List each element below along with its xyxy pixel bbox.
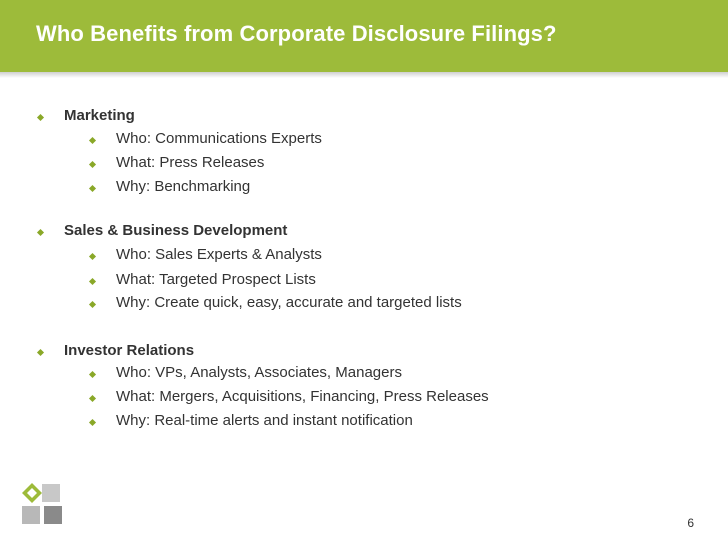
item-bullet-icon: [89, 419, 96, 426]
item-bullet-icon: [89, 301, 96, 308]
section-bullet-icon: [37, 349, 44, 356]
section-heading: Investor Relations: [64, 342, 195, 359]
item-bullet-icon: [89, 278, 96, 285]
section-heading: Marketing: [64, 107, 135, 124]
page-number: 6: [687, 516, 694, 530]
item-bullet-icon: [89, 185, 96, 192]
item-bullet-icon: [89, 253, 96, 260]
list-item: Who: Sales Experts & Analysts: [116, 246, 322, 263]
list-item: Why: Real-time alerts and instant notification: [116, 412, 413, 429]
list-item: Why: Create quick, easy, accurate and targeted lists: [116, 294, 462, 311]
list-item: Who: Communications Experts: [116, 130, 322, 147]
section-bullet-icon: [37, 114, 44, 121]
section-bullet-icon: [37, 229, 44, 236]
item-bullet-icon: [89, 371, 96, 378]
list-item: What: Targeted Prospect Lists: [116, 271, 316, 288]
list-item: What: Press Releases: [116, 154, 265, 171]
list-item: What: Mergers, Acquisitions, Financing, Press Releases: [116, 388, 489, 405]
list-item: Why: Benchmarking: [116, 178, 251, 195]
title-divider: [0, 72, 728, 78]
company-logo-icon: [20, 482, 64, 526]
item-bullet-icon: [89, 395, 96, 402]
slide-title: Who Benefits from Corporate Disclosure Filings?: [36, 21, 557, 46]
title-bar: [0, 0, 728, 72]
section-heading: Sales & Business Development: [64, 222, 288, 239]
item-bullet-icon: [89, 137, 96, 144]
list-item: Who: VPs, Analysts, Associates, Managers: [116, 364, 402, 381]
item-bullet-icon: [89, 161, 96, 168]
